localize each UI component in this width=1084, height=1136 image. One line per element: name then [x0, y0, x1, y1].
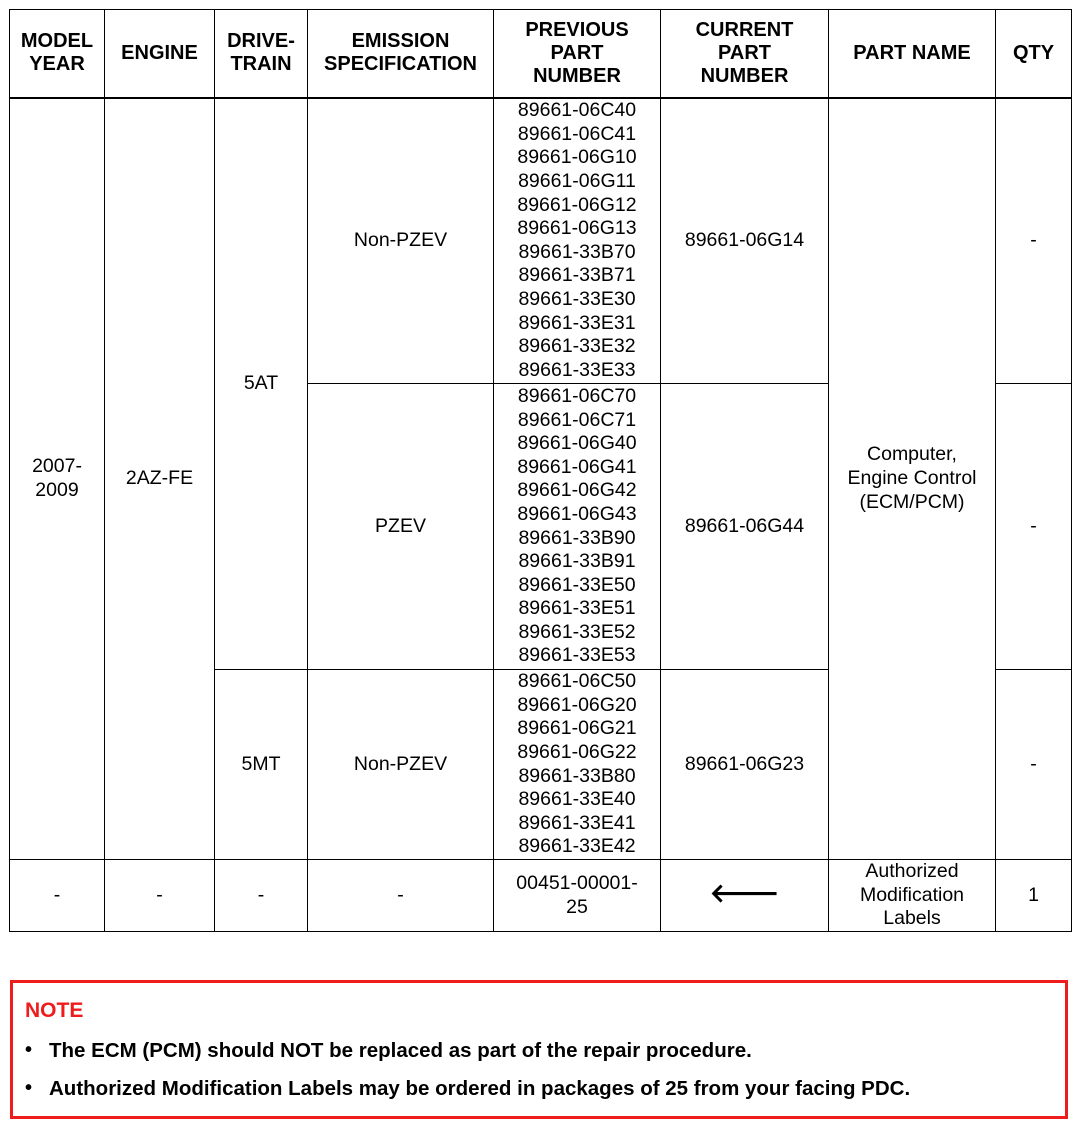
current-part-number-cell: 89661-06G44: [661, 384, 829, 670]
engine-cell: -: [105, 860, 215, 932]
current-part-number-cell: 89661-06G14: [661, 98, 829, 384]
emission-cell: Non-PZEV: [308, 98, 494, 384]
qty-cell: -: [996, 98, 1072, 384]
previous-part-numbers-cell: 89661-06C40 89661-06C41 89661-06G10 89661-06G11 89661-06G12 89661-06G13 89661-33B70 89661-33B71 89661-33E30 89661-33E31 89661-33E32 89661-33E33: [494, 98, 661, 384]
header-previous-part-number: PREVIOUS PART NUMBER: [494, 10, 661, 98]
note-item-text: Authorized Modification Labels may be ordered in packages of 25 from your facing PDC.: [49, 1077, 911, 1100]
note-list: [25, 1039, 910, 1115]
header-drivetrain: DRIVE- TRAIN: [215, 10, 308, 98]
qty-cell: -: [996, 384, 1072, 670]
table-row: [10, 860, 1072, 932]
qty-cell: 1: [996, 860, 1072, 932]
qty-cell: -: [996, 670, 1072, 860]
engine-cell: 2AZ-FE: [105, 98, 215, 860]
header-qty: QTY: [996, 10, 1072, 98]
note-item: [25, 1039, 910, 1062]
arrow-left-icon: 🡐: [709, 878, 780, 909]
header-current-part-number: CURRENT PART NUMBER: [661, 10, 829, 98]
note-box: [10, 980, 1068, 1119]
header-model-year: MODEL YEAR: [10, 10, 105, 98]
part-name-cell: Authorized Modification Labels: [829, 860, 996, 932]
emission-cell: Non-PZEV: [308, 670, 494, 860]
emission-cell: -: [308, 860, 494, 932]
parts-table: [9, 9, 1072, 932]
part-name-cell: Computer, Engine Control (ECM/PCM): [829, 98, 996, 860]
drivetrain-cell: -: [215, 860, 308, 932]
table-row: [10, 98, 1072, 384]
note-item-text: The ECM (PCM) should NOT be replaced as part of the repair procedure.: [49, 1039, 752, 1062]
current-part-number-cell: [661, 860, 829, 932]
header-engine: ENGINE: [105, 10, 215, 98]
current-part-number-cell: 89661-06G23: [661, 670, 829, 860]
model-year-cell: -: [10, 860, 105, 932]
drivetrain-cell: 5AT: [215, 98, 308, 670]
header-emission-specification: EMISSION SPECIFICATION: [308, 10, 494, 98]
bullet-icon: •: [25, 1039, 33, 1061]
header-row: [10, 10, 1072, 98]
previous-part-numbers-cell: 00451-00001- 25: [494, 860, 661, 932]
previous-part-numbers-cell: 89661-06C50 89661-06G20 89661-06G21 89661-06G22 89661-33B80 89661-33E40 89661-33E41 89661-33E42: [494, 670, 661, 860]
model-year-cell: 2007- 2009: [10, 98, 105, 860]
emission-cell: PZEV: [308, 384, 494, 670]
note-title: NOTE: [25, 999, 84, 1022]
previous-part-numbers-cell: 89661-06C70 89661-06C71 89661-06G40 89661-06G41 89661-06G42 89661-06G43 89661-33B90 89661-33B91 89661-33E50 89661-33E51 89661-33E52 89661-33E53: [494, 384, 661, 670]
note-item: [25, 1077, 910, 1100]
header-part-name: PART NAME: [829, 10, 996, 98]
drivetrain-cell: 5MT: [215, 670, 308, 860]
bullet-icon: •: [25, 1077, 33, 1099]
